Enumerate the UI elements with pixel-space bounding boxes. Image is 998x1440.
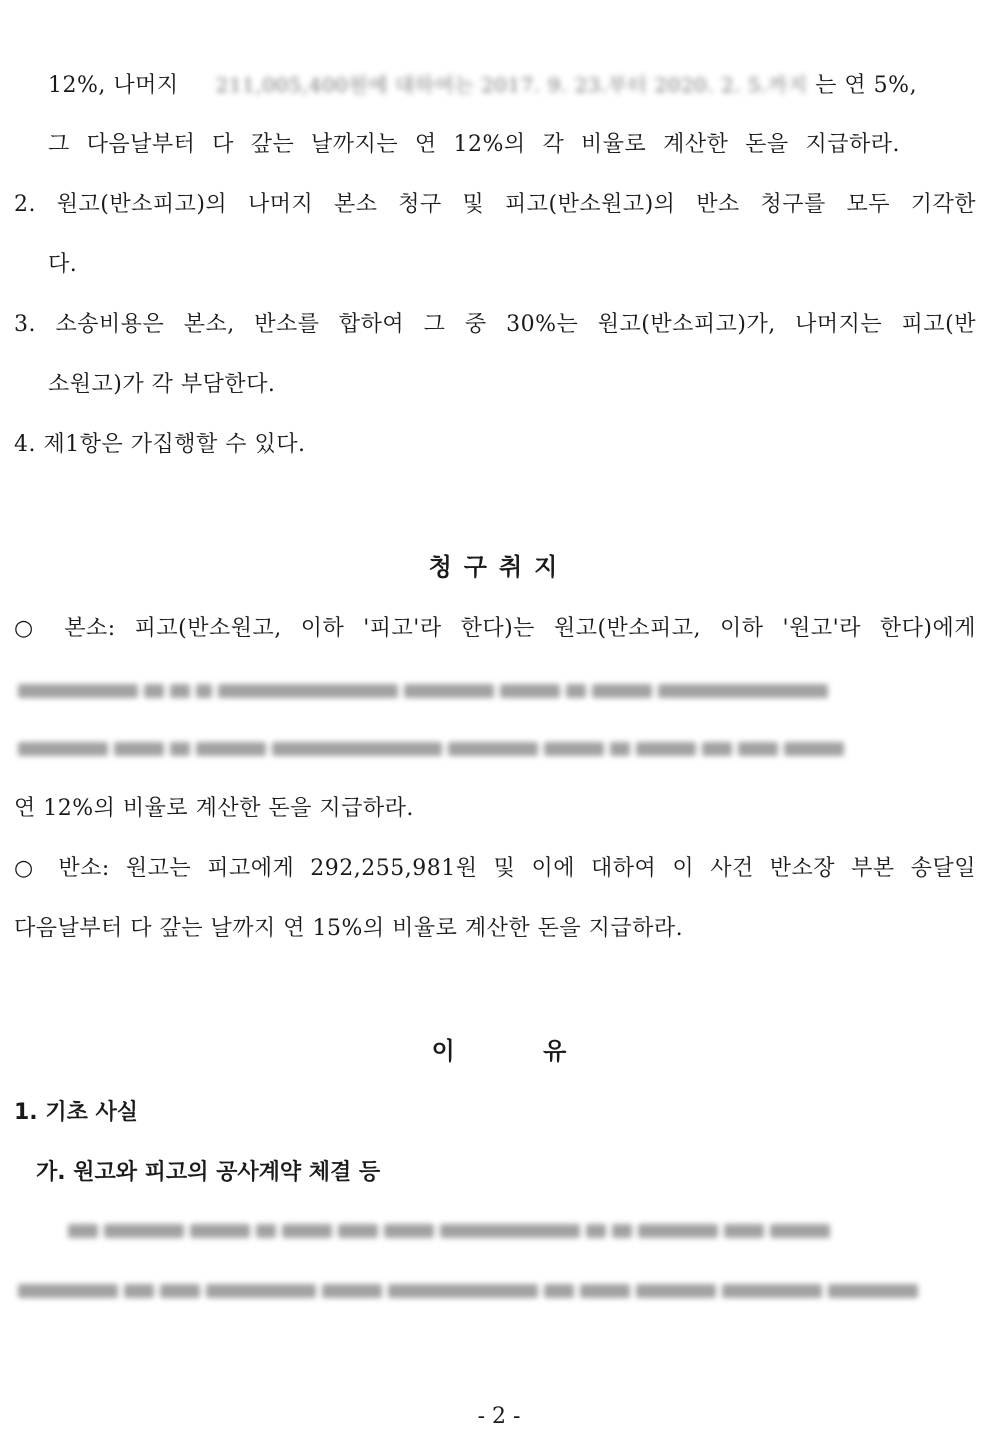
redacted-line-1 xyxy=(18,676,974,706)
order-item-2-cont: 다. xyxy=(48,252,78,277)
claim-counter-cont: 다음날부터 다 갚는 날까지 연 15%의 비율로 계산한 돈을 지급하라. xyxy=(14,916,684,941)
redacted-line-2 xyxy=(18,734,958,764)
order-item-3: 3. 소송비용은 본소, 반소를 합하여 그 중 30%는 원고(반소피고)가, 나머지는 피고(반 xyxy=(14,312,976,337)
section-1-heading: 1. 기초 사실 xyxy=(14,1100,138,1125)
line1-prefix: 12%, 나머지 xyxy=(48,73,179,98)
section-1a-heading: 가. 원고와 피고의 공사계약 체결 등 xyxy=(36,1160,381,1185)
claim-main-end: 연 12%의 비율로 계산한 돈을 지급하라. xyxy=(14,796,414,821)
order-item-3-cont: 소원고)가 각 부담한다. xyxy=(48,372,276,397)
reason-title-text: 이 유 xyxy=(431,1037,567,1065)
order-item-2: 2. 원고(반소피고)의 나머지 본소 청구 및 피고(반소원고)의 반소 청구를 모두 기각한 xyxy=(14,192,976,217)
claim-main: ○ 본소: 피고(반소원고, 이하 '피고'라 한다)는 원고(반소피고, 이하 '원고'라 한다)에게 xyxy=(14,616,976,641)
order-item-4: 4. 제1항은 가집행할 수 있다. xyxy=(14,432,306,457)
judgment-line-1 xyxy=(48,70,974,101)
redacted-text: 211,005,400원에 대하여는 2017. 9. 23.부터 2020. 2. 5.까지 xyxy=(215,73,808,97)
judgment-line-2: 그 다음날부터 다 갚는 날까지는 연 12%의 각 비율로 계산한 돈을 지급하라. xyxy=(48,132,900,157)
reason-title xyxy=(0,1036,998,1066)
redacted-line-3 xyxy=(68,1216,974,1246)
page-number: - 2 - xyxy=(477,1404,521,1429)
claim-title: 청구취지 xyxy=(428,553,570,581)
claim-counter: ○ 반소: 원고는 피고에게 292,255,981원 및 이에 대하여 이 사건 반소장 부본 송달일 xyxy=(14,856,976,881)
redacted-line-4 xyxy=(18,1276,974,1306)
line1-suffix: 는 연 5%, xyxy=(815,73,918,98)
